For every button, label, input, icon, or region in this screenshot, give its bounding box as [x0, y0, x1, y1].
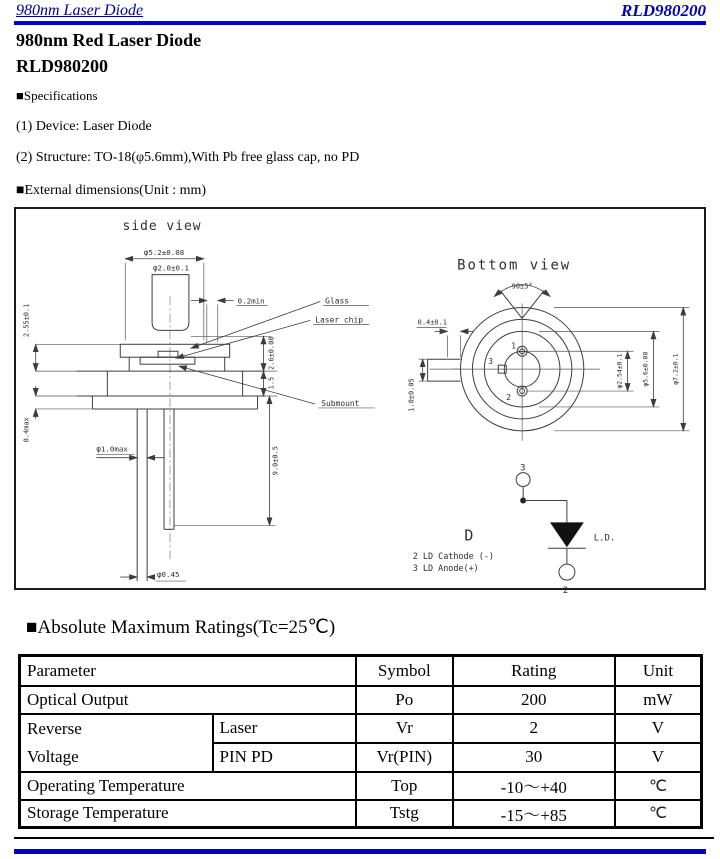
param-storage-temp: Storage Temperature — [20, 800, 356, 828]
dim-angle: 90±5° — [511, 282, 533, 291]
rating-top: -10～+40 — [453, 772, 615, 800]
symbol-top: Top — [356, 772, 453, 800]
side-view-geometry — [76, 275, 265, 581]
symbol-vrpin: Vr(PIN) — [356, 743, 453, 772]
part-number-header: RLD980200 — [621, 1, 706, 20]
voltage-label: Voltage — [27, 746, 79, 766]
symbol-vr: Vr — [356, 714, 453, 743]
abs-max-table — [18, 654, 703, 829]
reverse-label: Reverse — [27, 718, 82, 738]
dim-pin-base-dia: φ1.0max — [96, 444, 128, 454]
table-row — [20, 772, 702, 800]
dim-flange-max: 0.4max — [22, 417, 31, 443]
col-parameter: Parameter — [20, 656, 356, 686]
header-rule — [14, 21, 706, 25]
pin3-label: 3 — [488, 357, 494, 367]
device-line: (1) Device: Laser Diode — [16, 119, 152, 134]
document-title: 980nm Laser Diode — [16, 2, 144, 19]
dimensions-svg — [16, 209, 704, 596]
symbol-tstg: Tstg — [356, 800, 453, 828]
param-optical-output: Optical Output — [20, 686, 356, 714]
dim-chip-height: 2.6±0.08 — [267, 336, 276, 370]
rating-vrpin: 30 — [453, 743, 615, 772]
pin1-label: 1 — [511, 341, 516, 351]
dim-tab-width: 0.4±0.1 — [417, 318, 448, 327]
structure-line: (2) Structure: TO-18(φ5.6mm),With Pb free glass cap, no PD — [16, 150, 360, 165]
rating-vr: 2 — [453, 714, 615, 743]
unit-tstg: ℃ — [615, 800, 702, 828]
dim-glass-min: 0.2min — [237, 296, 265, 306]
unit-po: mW — [615, 686, 702, 714]
bottom-view-geometry — [428, 282, 600, 441]
circuit-pin3-label: 3 — [520, 463, 526, 474]
col-unit: Unit — [615, 656, 702, 686]
bottom-view-title: Bottom view — [457, 257, 572, 274]
legend-anode: 3 LD Anode(+) — [412, 563, 479, 574]
dim-window-dia: φ2.0±0.1 — [153, 263, 189, 273]
dim-stem: 1.5 — [267, 376, 276, 390]
footer-rule-black — [14, 837, 714, 839]
dim-cap-dia: φ5.2±0.08 — [143, 247, 185, 257]
footer-rule-blue — [14, 849, 706, 854]
side-view-title: side view — [122, 218, 202, 234]
sub-laser: Laser — [213, 714, 356, 743]
table-row — [20, 714, 702, 743]
specifications-heading: ■Specifications — [16, 88, 98, 103]
table-row — [20, 800, 702, 828]
pin2-label: 2 — [506, 392, 512, 402]
dim-cap-height: 2.55±0.1 — [22, 303, 31, 338]
unit-vr: V — [615, 714, 702, 743]
model-title: RLD980200 — [16, 56, 109, 76]
rating-po: 200 — [453, 686, 615, 714]
col-symbol: Symbol — [356, 656, 453, 686]
laser-diode-label: L.D. — [593, 533, 616, 544]
unit-top: ℃ — [615, 772, 702, 800]
dim-body-dia: φ5.6±0.08 — [641, 351, 650, 387]
sub-pin-pd: PIN PD — [213, 743, 356, 772]
abs-max-table-wrap — [18, 654, 703, 829]
dim-tab-height: 1.0±0.05 — [407, 378, 416, 412]
circuit-geometry — [516, 473, 586, 580]
circuit-pin2-label: 2 — [562, 585, 569, 596]
col-rating: Rating — [453, 656, 615, 686]
dim-pin-circle-dia: φ2.54±0.1 — [615, 353, 624, 389]
label-laser-chip: Laser chip — [315, 315, 364, 325]
unit-vrpin: V — [615, 743, 702, 772]
product-title: 980nm Red Laser Diode — [16, 30, 202, 50]
symbol-po: Po — [356, 686, 453, 714]
legend-cathode: 2 LD Cathode (-) — [412, 551, 495, 562]
label-glass: Glass — [325, 296, 350, 306]
param-reverse-voltage — [20, 714, 213, 772]
rating-tstg: -15～+85 — [453, 800, 615, 828]
external-dimensions-heading: ■External dimensions(Unit : mm) — [16, 183, 207, 198]
dim-flange-dia: φ7.2±0.1 — [671, 353, 680, 385]
dim-pin-dia: φ0.45 — [157, 570, 180, 580]
label-submount: Submount — [321, 398, 360, 408]
param-operating-temp: Operating Temperature — [20, 772, 356, 800]
side-view-dimensions — [36, 259, 375, 581]
external-dimensions-drawing — [14, 207, 706, 596]
dim-pin-length: 9.0±0.5 — [271, 446, 280, 476]
circuit-letter-d: D — [464, 526, 474, 545]
table-row — [20, 686, 702, 714]
abs-max-heading: ■Absolute Maximum Ratings(Tc=25℃) — [26, 617, 336, 638]
table-header-row — [20, 656, 702, 686]
